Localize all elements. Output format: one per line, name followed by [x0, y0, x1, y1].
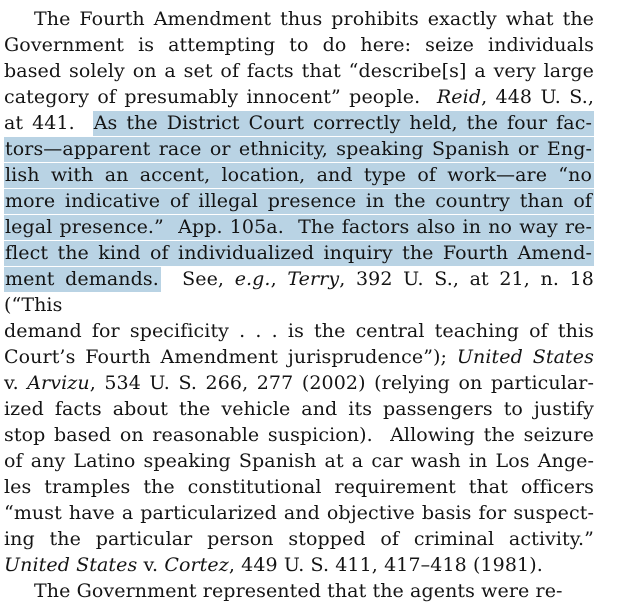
text-segment: v. — [137, 554, 165, 576]
text-line — [4, 422, 594, 448]
highlighted-text: tors—apparent race or ethnicity, speaking Spanish or Eng- — [5, 138, 592, 160]
text-line — [4, 552, 594, 578]
text-segment: Reid — [436, 86, 482, 108]
text-segment: , 449 U. S. 411, 417–418 (1981). — [228, 554, 543, 576]
text-segment: United States — [4, 554, 138, 576]
text-segment: Arvizu — [27, 372, 90, 394]
text-segment: e.g. — [234, 268, 271, 290]
text-segment: demand for specificity . . . is the central teaching of this — [4, 320, 594, 342]
text-line — [4, 6, 594, 32]
text-segment: category of presumably innocent” people. — [4, 86, 437, 108]
text-segment: See, — [160, 268, 235, 290]
highlighted-text: more indicative of illegal presence in the country than of — [5, 190, 592, 212]
text-segment: , 448 U. S., — [481, 86, 594, 108]
text-line — [4, 110, 594, 136]
highlighted-text: As the District Court correctly held, the four fac- — [93, 112, 592, 134]
text-line — [4, 162, 594, 188]
text-line — [4, 240, 594, 266]
highlighted-text: flect the kind of individualized inquiry the Fourth Amend- — [5, 242, 592, 264]
text-line — [4, 370, 594, 396]
highlighted-text: ment demands. — [5, 268, 159, 290]
text-segment: of any Latino speaking Spanish at a car wash in Los Ange- — [4, 450, 594, 472]
text-segment: ing the particular person stopped of criminal activity.” — [4, 528, 594, 550]
text-line — [4, 136, 594, 162]
text-line-partial — [4, 578, 594, 604]
text-line — [4, 344, 594, 370]
text-segment: United States — [456, 346, 594, 368]
text-segment: Cortez — [164, 554, 229, 576]
text-segment: , 392 U. S., at 21, n. 18 (“This — [4, 268, 594, 316]
text-line — [4, 266, 594, 318]
text-line — [4, 214, 594, 240]
text-line — [4, 58, 594, 84]
text-segment: Court’s Fourth Amendment jurisprudence”); — [4, 346, 457, 368]
text-segment: , — [270, 268, 288, 290]
text-line — [4, 32, 594, 58]
text-segment: The Government represented that the agents were re- — [34, 580, 563, 602]
text-line — [4, 84, 594, 110]
text-segment: les tramples the constitutional requirement that officers — [4, 476, 594, 498]
text-segment: The Fourth Amendment thus prohibits exactly what the — [34, 8, 594, 30]
text-line — [4, 448, 594, 474]
text-segment: based solely on a set of facts that “describe[s] a very large — [4, 60, 594, 82]
highlighted-text: legal presence.” App. 105a. The factors also in no way re- — [5, 216, 592, 238]
text-line — [4, 396, 594, 422]
opinion-text — [4, 6, 594, 604]
text-line — [4, 526, 594, 552]
text-segment: ized facts about the vehicle and its passengers to justify — [4, 398, 594, 420]
text-segment: Government is attempting to do here: seize individuals — [4, 34, 594, 56]
text-segment: stop based on reasonable suspicion). Allowing the seizure — [4, 424, 594, 446]
text-segment: , 534 U. S. 266, 277 (2002) (relying on particular- — [89, 372, 595, 394]
text-line — [4, 474, 594, 500]
text-line — [4, 318, 594, 344]
opinion-page — [4, 6, 594, 604]
text-segment: “must have a particularized and objective basis for suspect- — [4, 502, 594, 524]
text-line — [4, 500, 594, 526]
text-line — [4, 188, 594, 214]
highlighted-text: lish with an accent, location, and type of work—are “no — [5, 164, 592, 186]
text-segment: at 441. — [4, 112, 93, 134]
text-segment: Terry — [287, 268, 340, 290]
text-segment: v. — [4, 372, 28, 394]
